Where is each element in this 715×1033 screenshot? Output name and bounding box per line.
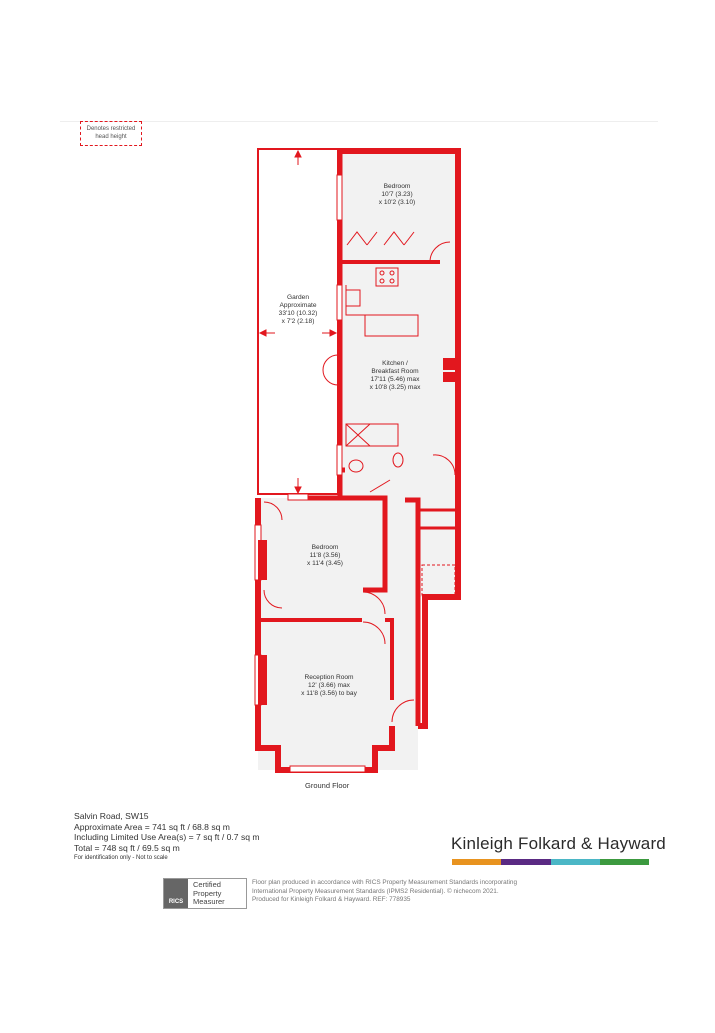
garden-dim2: x 7'2 (2.18) xyxy=(281,318,315,325)
chimney-breast-2 xyxy=(258,540,267,580)
disclaimer-line-2: International Property Measurement Standards (IPMS2 Residential). © nichecom 2021. xyxy=(252,887,499,895)
rics-logo-text: RICS xyxy=(168,899,184,905)
bedroom2-dim1: 11'8 (3.56) xyxy=(309,552,341,559)
bedroom-name: Bedroom xyxy=(383,183,411,190)
address: Salvin Road, SW15 xyxy=(74,811,149,821)
rics-badge xyxy=(163,878,247,909)
reception-dim2: x 11'8 (3.56) to bay xyxy=(301,690,357,697)
bedroom-dim1: 10'7 (3.23) xyxy=(381,191,413,198)
room-label-bedroom xyxy=(358,183,436,207)
legend-text-2: head height xyxy=(95,134,127,140)
rics-line-3: Measurer xyxy=(193,897,225,906)
garden-line2: Approximate xyxy=(279,302,317,309)
room-label-kitchen xyxy=(355,360,435,392)
rics-line-1: Certified xyxy=(193,880,221,889)
room-label-reception xyxy=(283,674,375,698)
disclaimer-line-1: Floor plan produced in accordance with RICS Property Measurement Standards incorporating xyxy=(252,879,517,886)
approx-area: Approximate Area = 741 sq ft / 68.8 sq m xyxy=(74,821,230,832)
limited-use-area: Including Limited Use Area(s) = 7 sq ft / 0.7 sq m xyxy=(74,832,260,842)
identification-note: For identification only - Not to scale xyxy=(74,855,168,861)
rics-text xyxy=(188,879,225,908)
bedroom-window xyxy=(337,175,342,220)
bedroom-dim2: x 10'2 (3.10) xyxy=(378,199,416,206)
brand-name: Kinleigh Folkard & Hayward xyxy=(451,834,666,853)
disclaimer xyxy=(252,879,582,905)
total-area: Total = 748 sq ft / 69.5 sq m xyxy=(74,842,180,853)
chimney-breast xyxy=(443,358,455,370)
kitchen-window xyxy=(337,285,342,320)
garden-name: Garden xyxy=(287,294,309,301)
bay-window xyxy=(290,766,365,772)
bath-window xyxy=(337,445,342,475)
garden-dim1: 33'10 (10.32) xyxy=(278,310,318,317)
kitchen-dim1: 17'11 (5.46) max xyxy=(370,376,420,383)
reception-name: Reception Room xyxy=(304,674,354,681)
brand-bar-purple xyxy=(501,859,550,865)
room-label-bedroom2 xyxy=(285,544,365,568)
kitchen-name: Kitchen / xyxy=(382,360,408,367)
rics-line-2: Property xyxy=(193,888,222,898)
bedroom2-window xyxy=(288,494,308,500)
chimney-breast-3 xyxy=(258,655,267,705)
kitchen-dim2: x 10'8 (3.25) max xyxy=(369,384,421,391)
brand-bar-green xyxy=(600,859,649,865)
floor-label: Ground Floor xyxy=(305,781,350,790)
bedroom2-name: Bedroom xyxy=(311,544,339,551)
room-label-garden xyxy=(262,294,334,326)
brand-color-bar xyxy=(452,859,649,865)
property-info xyxy=(74,811,334,864)
rics-logo xyxy=(164,879,188,908)
brand-bar-orange xyxy=(452,859,501,865)
reception-dim1: 12' (3.66) max xyxy=(308,682,350,689)
disclaimer-line-3: Produced for Kinleigh Folkard & Hayward. REF: 778935 xyxy=(252,896,411,903)
bedroom2-dim2: x 11'4 (3.45) xyxy=(307,560,343,567)
kitchen-line2: Breakfast Room xyxy=(371,368,419,375)
brand-bar-teal xyxy=(551,859,600,865)
legend-text-1: Denotes restricted xyxy=(86,126,136,132)
